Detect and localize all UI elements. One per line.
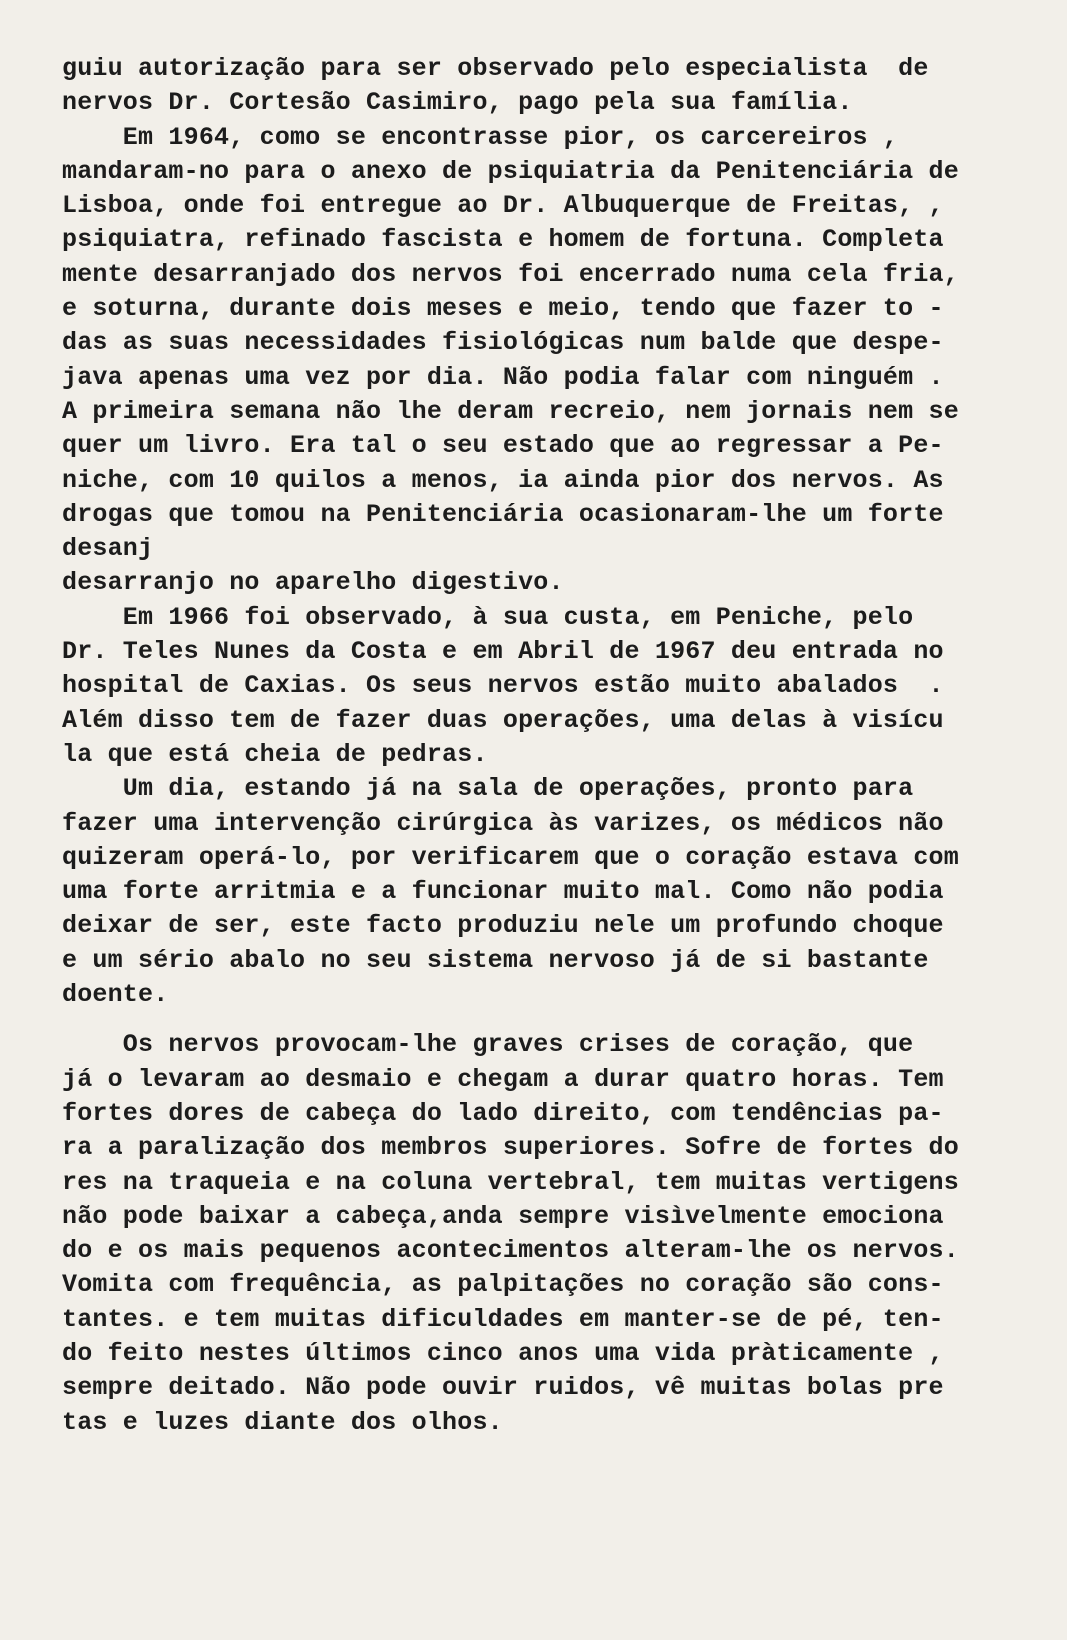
text-line: tas e luzes diante dos olhos. (62, 1407, 503, 1437)
text-line: Os nervos provocam-lhe graves crises de coração, que (62, 1030, 914, 1060)
text-line: Lisboa, onde foi entregue ao Dr. Albuquerque de Freitas, , (62, 191, 944, 221)
text-line: psiquiatra, refinado fascista e homem de fortuna. Completa (62, 225, 944, 255)
text-line: deixar de ser, este facto produziu nele um profundo choque (62, 911, 944, 941)
text-line: sempre deitado. Não pode ouvir ruidos, vê muitas bolas pre (62, 1373, 944, 1403)
text-line: niche, com 10 quilos a menos, ia ainda pior dos nervos. As (62, 465, 944, 495)
text-line: do e os mais pequenos acontecimentos alteram-lhe os nervos. (62, 1236, 959, 1266)
text-line: nervos Dr. Cortesão Casimiro, pago pela sua família. (62, 88, 853, 118)
text-line: do feito nestes últimos cinco anos uma vida pràticamente , (62, 1338, 944, 1368)
text-line: das as suas necessidades fisiológicas num balde que despe- (62, 328, 944, 358)
text-line: mente desarranjado dos nervos foi encerrado numa cela fria, (62, 259, 959, 289)
page-text (62, 52, 1002, 1440)
paragraph-2 (62, 1028, 1002, 1440)
text-line: tantes. e tem muitas dificuldades em manter-se de pé, ten- (62, 1304, 944, 1334)
text-line: não pode baixar a cabeça,anda sempre visìvelmente emociona (62, 1201, 944, 1231)
text-line: quizeram operá-lo, por verificarem que o coração estava com (62, 842, 959, 872)
text-line: fazer uma intervenção cirúrgica às varizes, os médicos não (62, 808, 944, 838)
text-line: mandaram-no para o anexo de psiquiatria da Penitenciária de (62, 156, 959, 186)
text-line: A primeira semana não lhe deram recreio, nem jornais nem se (62, 396, 959, 426)
text-line: drogas que tomou na Penitenciária ocasionaram-lhe um forte (62, 499, 944, 529)
text-line: Um dia, estando já na sala de operações, pronto para (62, 774, 914, 804)
text-line: Além disso tem de fazer duas operações, uma delas à visícu (62, 705, 944, 735)
text-line: res na traqueia e na coluna vertebral, tem muitas vertigens (62, 1167, 959, 1197)
text-line: Dr. Teles Nunes da Costa e em Abril de 1967 deu entrada no (62, 637, 944, 667)
text-line: desarranjo no aparelho digestivo. (62, 568, 564, 598)
text-line: quer um livro. Era tal o seu estado que ao regressar a Pe- (62, 431, 944, 461)
text-line: hospital de Caxias. Os seus nervos estão muito abalados . (62, 671, 944, 701)
text-line: la que está cheia de pedras. (62, 739, 488, 769)
text-line: e soturna, durante dois meses e meio, tendo que fazer to - (62, 294, 944, 324)
paragraph-1 (62, 52, 1002, 1012)
text-line: Em 1966 foi observado, à sua custa, em Peniche, pelo (62, 602, 914, 632)
text-line: fortes dores de cabeça do lado direito, com tendências pa- (62, 1098, 944, 1128)
text-line: ra a paralização dos membros superiores. Sofre de fortes do (62, 1133, 959, 1163)
text-line: já o levaram ao desmaio e chegam a durar quatro horas. Tem (62, 1064, 944, 1094)
text-line: doente. (62, 980, 169, 1010)
text-line: Vomita com frequência, as palpitações no coração são cons- (62, 1270, 944, 1300)
text-line: Em 1964, como se encontrasse pior, os carcereiros , (62, 122, 899, 152)
text-line: guiu autorização para ser observado pelo especialista de (62, 54, 929, 83)
text-line: java apenas uma vez por dia. Não podia falar com ninguém . (62, 362, 944, 392)
text-line: uma forte arritmia e a funcionar muito mal. Como não podia (62, 877, 944, 907)
paragraph-gap (62, 1012, 1002, 1028)
text-line: e um sério abalo no seu sistema nervoso já de si bastante (62, 945, 929, 975)
text-line: desanj (62, 534, 154, 564)
